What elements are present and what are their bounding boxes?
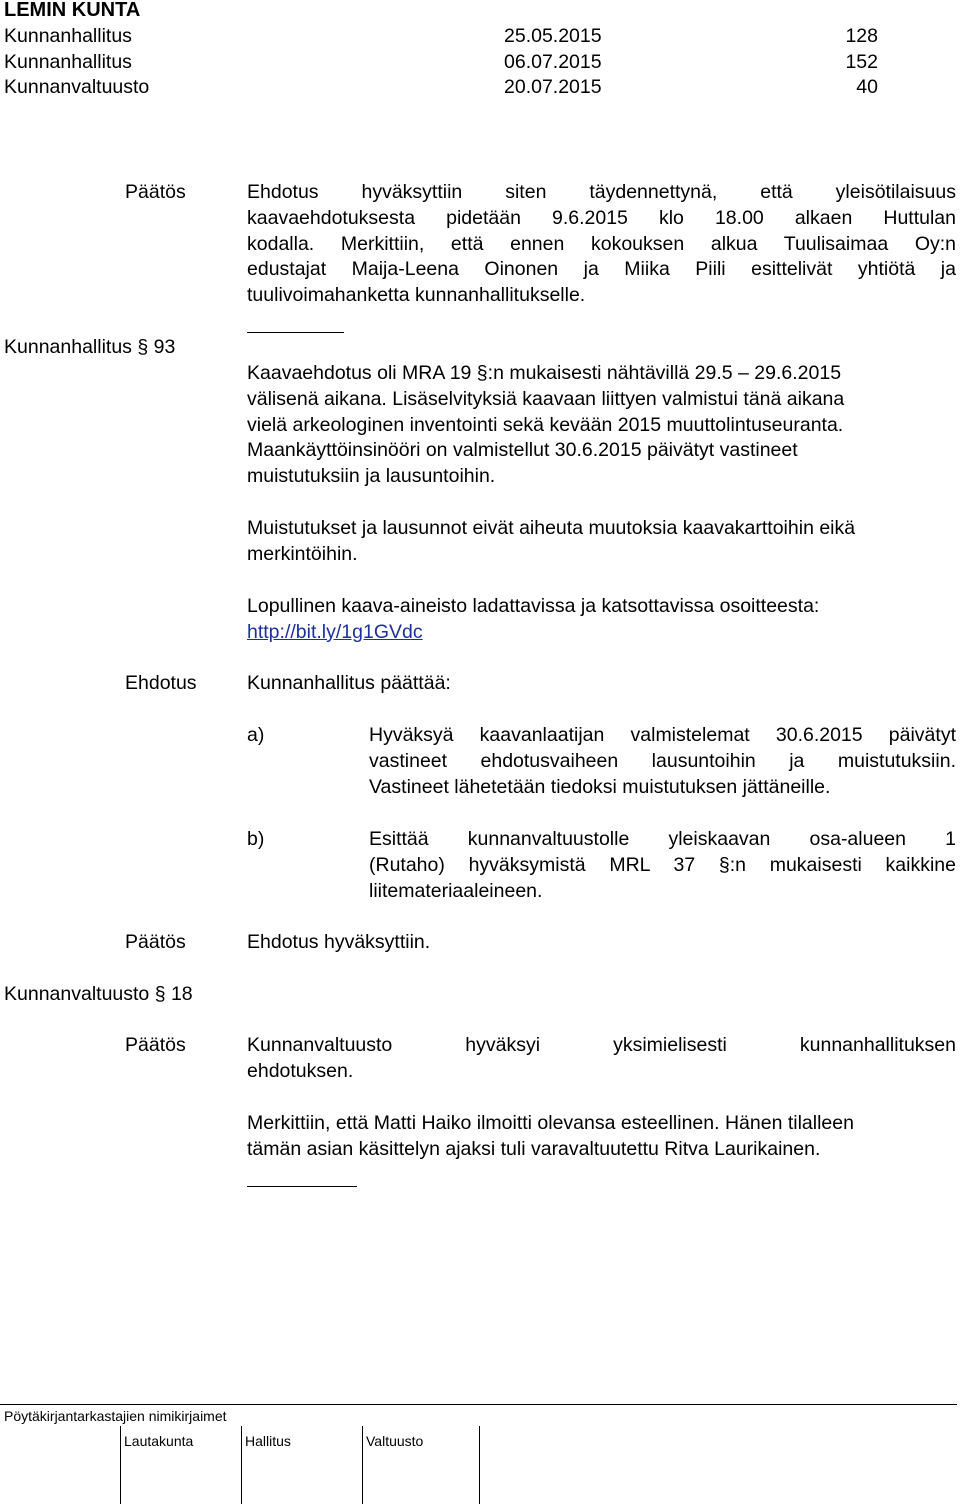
footer-title: Pöytäkirjantarkastajien nimikirjaimet <box>4 1408 227 1424</box>
footer-label-hallitus: Hallitus <box>245 1433 291 1449</box>
text-line: Kunnanvaltuusto hyväksyi yksimielisesti kunnanhallituksen <box>247 1034 956 1056</box>
section-heading: Kunnanhallitus § 93 <box>4 336 176 358</box>
meeting-row <box>4 23 878 49</box>
meeting-body: Kunnanvaltuusto <box>4 76 150 98</box>
text-line: liitemateriaaleineen. <box>369 879 543 902</box>
preparation-text <box>247 361 956 490</box>
footer-divider <box>479 1426 480 1504</box>
text-line: Kaavaehdotus oli MRA 19 §:n mukaisesti nähtävillä 29.5 – 29.6.2015 <box>247 362 842 384</box>
meeting-body: Kunnanhallitus <box>4 51 132 73</box>
proposal-label: Ehdotus <box>125 672 197 694</box>
meeting-row <box>4 49 878 75</box>
text-line: Hyväksyä kaavanlaatijan valmistelemat 30.6.2015 päivätyt <box>369 724 956 746</box>
text-line: Lopullinen kaava-aineisto ladattavissa ja katsottavissa osoitteesta: <box>247 595 820 617</box>
material-link[interactable]: http://bit.ly/1g1GVdc <box>247 620 423 643</box>
list-item <box>369 827 956 904</box>
text-line: (Rutaho) hyväksymistä MRL 37 §:n mukaisesti kaikkine <box>369 853 956 876</box>
text-line: Maankäyttöinsinööri on valmistellut 30.6.2015 päivätyt vastineet <box>247 439 798 462</box>
material-text <box>247 594 956 646</box>
decision-label: Päätös <box>125 1034 186 1056</box>
meeting-body: Kunnanhallitus <box>4 25 132 47</box>
footer-divider <box>241 1426 242 1504</box>
meeting-date: 20.07.2015 <box>504 76 602 98</box>
text-line: ehdotuksen. <box>247 1059 354 1082</box>
list-marker: a) <box>247 724 265 746</box>
meeting-date: 06.07.2015 <box>504 51 602 73</box>
comments-text <box>247 516 956 568</box>
decision-label: Päätös <box>125 181 186 203</box>
decision-text <box>247 180 956 309</box>
text-line: muistutuksiin ja lausuntoihin. <box>247 465 496 488</box>
meeting-date: 25.05.2015 <box>504 25 602 47</box>
decision-text: Ehdotus hyväksyttiin. <box>247 931 431 953</box>
footer-label-lautakunta: Lautakunta <box>124 1433 194 1449</box>
section-heading: Kunnanvaltuusto § 18 <box>4 983 193 1005</box>
text-line: merkintöihin. <box>247 542 358 565</box>
text-line: Merkittiin, että Matti Haiko ilmoitti olevansa esteellinen. Hänen tilalleen <box>247 1112 854 1134</box>
text-line: tämän asian käsittelyn ajaksi tuli varavaltuutettu Ritva Laurikainen. <box>247 1137 821 1160</box>
text-line: tuulivoimahanketta kunnanhallitukselle. <box>247 284 586 307</box>
footer-divider <box>362 1426 363 1504</box>
organization-name: LEMIN KUNTA <box>4 0 141 21</box>
meeting-row <box>4 74 878 100</box>
text-line: edustajat Maija-Leena Oinonen ja Miika Piili esittelivät yhtiötä ja <box>247 258 956 281</box>
footer-label-valtuusto: Valtuusto <box>366 1433 424 1449</box>
text-line: vastineet ehdotusvaiheen lausuntoihin ja muistutuksiin. <box>369 749 956 772</box>
separator-line <box>247 1186 357 1187</box>
text-line: kaavaehdotuksesta pidetään 9.6.2015 klo 18.00 alkaen Huttulan <box>247 206 956 229</box>
paragraph-number: 128 <box>845 25 878 47</box>
decision-label: Päätös <box>125 931 186 953</box>
paragraph-number: 152 <box>845 51 878 73</box>
proposal-intro: Kunnanhallitus päättää: <box>247 672 451 694</box>
footer-top-rule <box>0 1404 957 1405</box>
text-line: Ehdotus hyväksyttiin siten täydennettynä, että yleisötilaisuus <box>247 181 956 203</box>
text-line: Vastineet lähetetään tiedoksi muistutuksen jättäneille. <box>369 775 831 798</box>
text-line: välisenä aikana. Lisäselvityksiä kaavaan liittyen valmistui tänä aikana <box>247 387 845 410</box>
list-marker: b) <box>247 828 265 850</box>
text-line: Esittää kunnanvaltuustolle yleiskaavan osa-alueen 1 <box>369 828 956 850</box>
text-line: Muistutukset ja lausunnot eivät aiheuta muutoksia kaavakarttoihin eikä <box>247 517 856 539</box>
text-line: kodalla. Merkittiin, että ennen kokouksen alkua Tuulisaimaa Oy:n <box>247 232 956 255</box>
decision-text <box>247 1033 956 1085</box>
list-item <box>369 723 956 800</box>
note-text <box>247 1111 956 1163</box>
text-line: vielä arkeologinen inventointi sekä kevään 2015 muuttolintuseuranta. <box>247 413 844 436</box>
separator-line <box>247 332 344 333</box>
footer-divider <box>120 1426 121 1504</box>
paragraph-number: 40 <box>856 76 878 98</box>
